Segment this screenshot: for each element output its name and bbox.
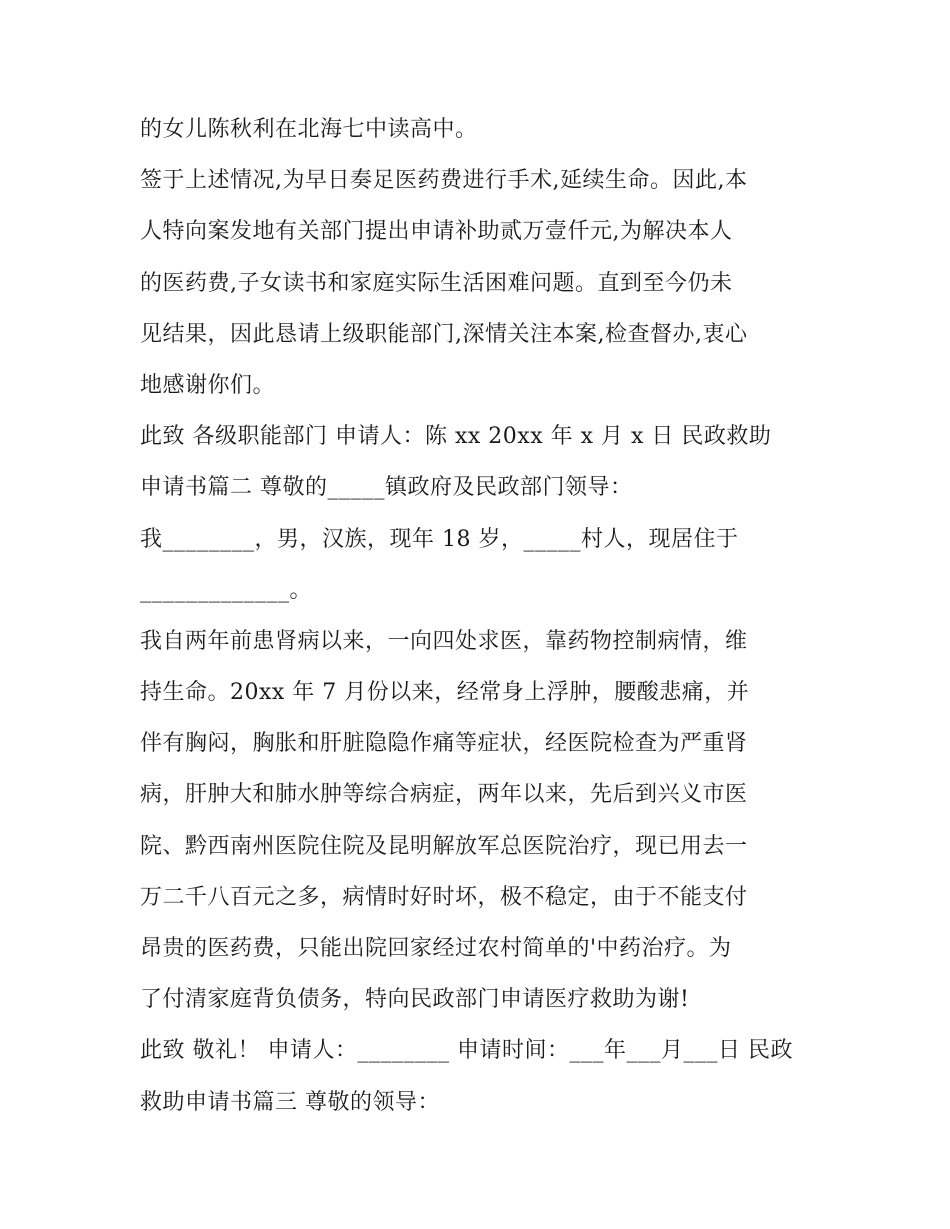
text-line: 万二千八百元之多，病情时好时坏，极不稳定，由于不能支付 (140, 884, 748, 910)
text-line: 我自两年前患肾病以来，一向四处求医，靠药物控制病情，维 (140, 628, 748, 654)
text-line: 地感谢你们。 (140, 372, 276, 398)
text-line: 院、黔西南州医院住院及昆明解放军总医院治疗，现已用去一 (140, 833, 748, 859)
text-line: 见结果，因此恳请上级职能部门,深情关注本案,检查督办,衷心 (140, 321, 748, 347)
text-line: 救助申请书篇三 尊敬的领导： (140, 1089, 440, 1115)
text-line: _____________。 (140, 577, 313, 603)
text-line: 我________，男，汉族，现年 18 岁，_____村人，现居住于 (140, 526, 739, 552)
text-line: 申请书篇二 尊敬的_____镇政府及民政部门领导： (140, 475, 633, 501)
text-line: 人特向案发地有关部门提出申请补助贰万壹仟元,为解决本人 (140, 219, 733, 245)
document-body (140, 104, 820, 1128)
text-line: 持生命。20xx 年 7 月份以来，经常身上浮肿，腰酸悲痛，并 (140, 680, 750, 706)
text-line: 此致 敬礼！ 申请人：________ 申请时间：___年___月___日 民政 (140, 1038, 793, 1064)
text-line: 昂贵的医药费，只能出院回家经过农村简单的'中药治疗。为 (140, 936, 732, 961)
text-line: 了付清家庭背负债务，特向民政部门申请医疗救助为谢! (140, 987, 690, 1013)
text-line: 的医药费,子女读书和家庭实际生活困难问题。直到至今仍未 (140, 270, 733, 296)
text-line: 的女儿陈秋利在北海七中读高中。 (140, 117, 478, 142)
text-line: 伴有胸闷，胸胀和肝脏隐隐作痛等症状，经医院检查为严重肾 (140, 731, 748, 757)
text-line: 签于上述情况,为早日奏足医药费进行手术,延续生命。因此,本 (140, 168, 748, 194)
text-line: 病，肝肿大和肺水肿等综合病症，两年以来，先后到兴义市医 (140, 782, 748, 808)
text-line: 此致 各级职能部门 申请人：陈 xx 20xx 年 x 月 x 日 民政救助 (140, 424, 772, 450)
